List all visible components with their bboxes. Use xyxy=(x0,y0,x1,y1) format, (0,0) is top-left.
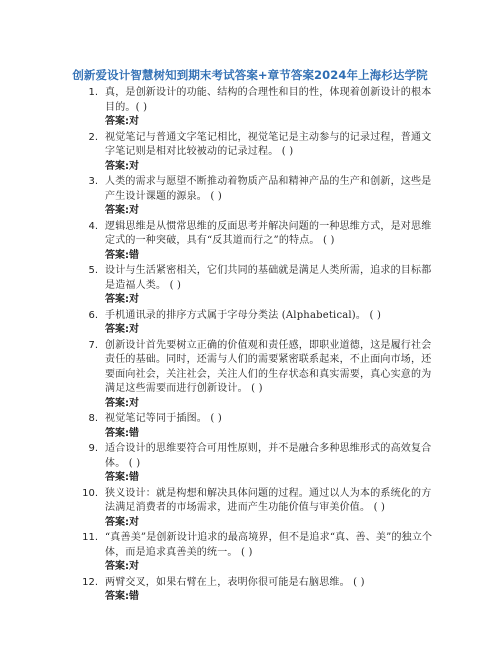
question-item xyxy=(0,576,500,605)
question-answer: 答案:错 xyxy=(105,472,139,483)
question-text: 创新设计首先要树立正确的价值观和责任感，即职业道德，这是履行社会责任的基础。同时，还需与人们的需要紧密联系起来，不止面向市场，还要面向社会，关注社会，关注人们的生存状态和真实需要，真心实意的为满足这些需要而进行创新设计。 ( ) xyxy=(105,339,432,394)
question-item xyxy=(0,412,500,441)
question-answer: 答案:对 xyxy=(105,205,139,216)
question-answer: 答案:错 xyxy=(105,427,139,439)
question-number: 4. xyxy=(88,220,98,232)
question-answer: 答案:对 xyxy=(105,294,139,305)
question-answer: 答案:对 xyxy=(105,324,139,335)
question-answer: 答案:对 xyxy=(105,397,139,409)
question-text: 设计与生活紧密相关，它们共同的基础就是满足人类所需，追求的目标都是造福人类。 ( ) xyxy=(105,265,432,291)
question-number: 3. xyxy=(88,176,98,187)
question-text: “真善美”是创新设计追求的最高境界，但不是追求“真、善、美”的独立个体，而是追求真善美的统一。 ( ) xyxy=(105,532,433,558)
question-item xyxy=(0,264,500,308)
question-text: 两臂交叉，如果右臂在上，表明你很可能是右脑思维。 ( ) xyxy=(105,576,365,588)
question-text: 狭义设计：就是构想和解决具体问题的过程。通过以人为本的系统化的方法满足消费者的市场需求，进而产生功能价值与审美价值。 ( ) xyxy=(105,487,432,513)
question-item xyxy=(0,339,500,412)
question-item xyxy=(0,131,500,175)
question-text: 视觉笔记与普通文字笔记相比，视觉笔记是主动参与的记录过程，普通文字笔记则是相对比较被动的记录过程。 ( ) xyxy=(105,131,432,157)
question-item xyxy=(0,220,500,264)
question-number: 1. xyxy=(88,87,98,98)
question-number: 8. xyxy=(88,413,98,424)
question-text: 真，是创新设计的功能、结构的合理性和目的性，体现着创新设计的根本目的。( ) xyxy=(105,87,432,113)
question-text: 人类的需求与愿望不断推动着物质产品和精神产品的生产和创新，这些是产生设计课题的源泉。 ( ) xyxy=(105,176,432,202)
question-number: 5. xyxy=(88,265,98,276)
question-item xyxy=(0,86,500,130)
question-answer: 答案:对 xyxy=(105,516,139,528)
question-answer: 答案:对 xyxy=(105,160,139,172)
question-item xyxy=(0,175,500,219)
question-number: 11. xyxy=(82,532,98,543)
question-answer: 答案:对 xyxy=(105,116,139,127)
question-item xyxy=(0,442,500,486)
question-text: 视觉笔记等同于插图。 ( ) xyxy=(105,413,222,424)
question-number: 9. xyxy=(88,443,98,454)
question-item xyxy=(0,487,500,531)
question-text: 适合设计的思维要符合可用性原则，并不是融合多种思维形式的高效复合体。 ( ) xyxy=(105,443,432,469)
question-list xyxy=(0,86,500,606)
question-item xyxy=(0,531,500,575)
question-answer: 答案:错 xyxy=(105,249,139,261)
question-number: 7. xyxy=(88,339,98,351)
question-answer: 答案:错 xyxy=(105,591,139,602)
question-text: 逻辑思维是从惯常思维的反面思考并解决问题的一种思维方式，是对思维定式的一种突破，具有“反其道而行之”的特点。 ( ) xyxy=(105,220,432,246)
question-item xyxy=(0,309,500,338)
question-number: 12. xyxy=(82,576,98,588)
document-title: 创新爱设计智慧树知到期末考试答案+章节答案2024年上海杉达学院 xyxy=(72,68,428,82)
question-answer: 答案:对 xyxy=(105,561,139,572)
question-number: 10. xyxy=(82,487,98,499)
question-text: 手机通讯录的排序方式属于字母分类法 (Alphabetical)。 ( ) xyxy=(105,309,382,321)
question-number: 2. xyxy=(88,131,98,143)
question-number: 6. xyxy=(88,309,98,321)
